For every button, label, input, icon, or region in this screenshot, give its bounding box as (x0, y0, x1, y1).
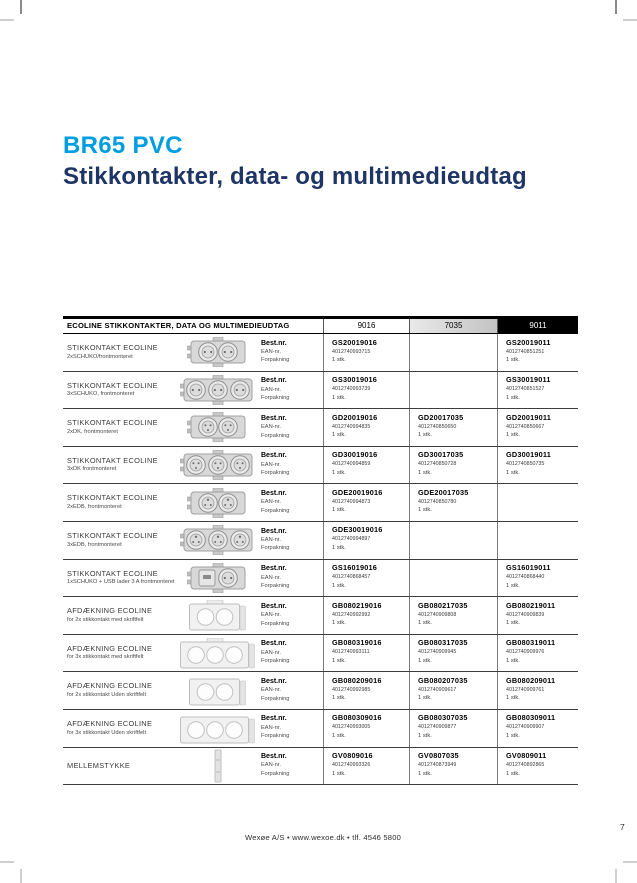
label-ean-nr: EAN-nr. (261, 499, 281, 506)
ean-number: 4012740993005 (332, 724, 371, 731)
label-packaging: Forpakning (261, 545, 290, 552)
ean-number: 4012740850667 (506, 423, 545, 430)
variant-cell-7035 (409, 597, 497, 634)
variant-cell-9016 (323, 635, 409, 672)
label-ean-nr: EAN-nr. (261, 461, 281, 468)
variant-cell-9016 (323, 560, 409, 597)
product-cell (63, 672, 323, 709)
title-block (63, 133, 527, 191)
ean-number: 4012740909808 (418, 611, 457, 618)
table-row (63, 334, 578, 372)
label-best-nr: Best.nr. (261, 677, 287, 685)
variant-cell-7035 (409, 672, 497, 709)
ean-number: 4012740851527 (506, 386, 545, 393)
label-packaging: Forpakning (261, 470, 290, 477)
packaging-unit: 1 stk. (418, 620, 432, 627)
ean-number: 4012740850780 (418, 498, 457, 505)
table-row (63, 522, 578, 560)
product-text (67, 382, 177, 398)
variant-cell-9016 (323, 447, 409, 484)
order-number: GDE30019016 (332, 525, 383, 535)
packaging-unit: 1 stk. (418, 695, 432, 702)
product-subtitle: for 2x stikkontakt med skriftfelt (67, 616, 144, 623)
product-image-cover-3-text (177, 638, 259, 669)
product-text (67, 419, 177, 435)
product-text (67, 720, 177, 736)
packaging-unit: 1 stk. (506, 469, 520, 476)
label-best-nr: Best.nr. (261, 452, 287, 460)
product-text (67, 532, 177, 548)
product-subtitle: for 3x stikkontakt med skriftfelt (67, 654, 144, 661)
order-number: GB080219011 (506, 600, 556, 610)
label-packaging: Forpakning (261, 658, 290, 665)
order-number: GV0807035 (418, 751, 459, 761)
variant-cell-7035 (409, 710, 497, 747)
packaging-unit: 1 stk. (332, 695, 346, 702)
page-title: BR65 PVC (63, 132, 183, 159)
row-field-labels (261, 603, 289, 628)
variant-cell-7035 (409, 447, 497, 484)
variant-cell-9016 (323, 672, 409, 709)
ean-number: 4012740909945 (418, 649, 457, 656)
order-number: GB080209016 (332, 675, 382, 685)
order-number: GD20019016 (332, 412, 378, 422)
ean-number: 4012740850735 (506, 461, 545, 468)
row-field-labels (261, 490, 289, 515)
packaging-unit: 1 stk. (506, 394, 520, 401)
product-subtitle: 2xEDB, frontmonteret (67, 504, 122, 510)
product-name: AFDÆKNING ECOLINE (67, 719, 153, 729)
packaging-unit: 1 stk. (418, 770, 432, 777)
product-name: AFDÆKNING ECOLINE (67, 681, 153, 691)
column-header-7035: 7035 (409, 319, 497, 333)
product-cell (63, 635, 323, 672)
ean-number: 4012740873949 (418, 762, 457, 769)
order-number: GDE20019016 (332, 487, 383, 497)
crop-mark-top-left-h (0, 19, 14, 21)
ean-number: 4012740909976 (506, 649, 545, 656)
order-number: GD20017035 (418, 412, 464, 422)
packaging-unit: 1 stk. (418, 657, 432, 664)
packaging-unit: 1 stk. (506, 432, 520, 439)
packaging-unit: 1 stk. (506, 732, 520, 739)
ean-number: 4012740909617 (418, 686, 457, 693)
ean-number: 4012740850728 (418, 461, 457, 468)
ean-number: 4012740994873 (332, 498, 371, 505)
label-packaging: Forpakning (261, 507, 290, 514)
order-number: GS20019011 (506, 337, 551, 347)
crop-mark-bottom-left-v (20, 869, 22, 883)
product-subtitle: 2xDK, frontmonteret (67, 428, 118, 435)
label-best-nr: Best.nr. (261, 715, 287, 723)
product-subtitle: 3xSCHUKO, frontmonteret (67, 391, 135, 398)
product-text (67, 762, 177, 771)
packaging-unit: 1 stk. (418, 507, 432, 514)
ean-number: 4012740851251 (506, 348, 545, 355)
order-number: GD30019011 (506, 450, 552, 460)
row-field-labels (261, 678, 289, 703)
column-header-9016: 9016 (323, 319, 409, 333)
order-number: GB080317035 (418, 638, 468, 648)
product-image-cover-2-text (177, 600, 259, 631)
product-cell (63, 484, 323, 521)
table-body (63, 334, 578, 785)
product-image-spacer (177, 749, 259, 783)
variant-cell-7035 (409, 560, 497, 597)
order-number: GV0809011 (506, 751, 547, 761)
product-cell (63, 334, 323, 371)
order-number: GS30019011 (506, 375, 551, 385)
ean-number: 4012740909839 (506, 611, 545, 618)
order-number: GD20019011 (506, 412, 552, 422)
product-cell (63, 522, 323, 559)
ean-number: 4012740992992 (332, 611, 371, 618)
product-text (67, 645, 177, 661)
variant-cell-9011 (497, 748, 578, 785)
variant-cell-7035 (409, 484, 497, 521)
variant-cell-9011 (497, 409, 578, 446)
packaging-unit: 1 stk. (506, 770, 520, 777)
row-field-labels (261, 377, 289, 402)
order-number: GB080209011 (506, 675, 556, 685)
table-row (63, 447, 578, 485)
packaging-unit: 1 stk. (332, 394, 346, 401)
order-number: GS16019016 (332, 563, 378, 573)
packaging-unit: 1 stk. (332, 620, 346, 627)
label-best-nr: Best.nr. (261, 377, 287, 385)
row-field-labels (261, 528, 289, 553)
packaging-unit: 1 stk. (506, 657, 520, 664)
variant-cell-9016 (323, 522, 409, 559)
table-row (63, 372, 578, 410)
label-best-nr: Best.nr. (261, 753, 287, 761)
order-number: GD30017035 (418, 450, 464, 460)
order-number: GB080309011 (506, 713, 556, 723)
table-row (63, 484, 578, 522)
variant-cell-9011 (497, 522, 578, 559)
table-row (63, 409, 578, 447)
label-ean-nr: EAN-nr. (261, 348, 281, 355)
page-subtitle: Stikkontakter, data- og multimedieudtag (63, 163, 527, 191)
label-best-nr: Best.nr. (261, 414, 287, 422)
footer-contact: Wexøe A/S • www.wexoe.dk • tlf. 4546 5800 (245, 833, 402, 842)
product-image-socket-2-schuko (177, 337, 259, 367)
product-subtitle: for 3x stikkontakt Uden skriftfelt (67, 729, 147, 736)
label-ean-nr: EAN-nr. (261, 536, 281, 543)
product-cell (63, 710, 323, 747)
table-row (63, 635, 578, 673)
ean-number: 4012740993326 (332, 762, 371, 769)
product-image-socket-3-schuko (177, 375, 259, 405)
product-name: STIKKONTAKT ECOLINE (67, 418, 158, 428)
row-field-labels (261, 565, 289, 590)
ean-number: 4012740994859 (332, 461, 371, 468)
label-ean-nr: EAN-nr. (261, 762, 281, 769)
label-best-nr: Best.nr. (261, 602, 287, 610)
packaging-unit: 1 stk. (418, 432, 432, 439)
packaging-unit: 1 stk. (506, 620, 520, 627)
order-number: GB080309016 (332, 713, 382, 723)
variant-cell-7035 (409, 748, 497, 785)
product-image-socket-2-edb (177, 488, 259, 518)
packaging-unit: 1 stk. (418, 732, 432, 739)
label-best-nr: Best.nr. (261, 339, 287, 347)
ean-number: 4012740993739 (332, 386, 371, 393)
table-header-row (63, 319, 578, 334)
product-name: MELLEMSTYKKE (67, 760, 131, 770)
label-ean-nr: EAN-nr. (261, 424, 281, 431)
order-number: GS16019011 (506, 563, 551, 573)
variant-cell-9016 (323, 409, 409, 446)
order-number: GB080307035 (418, 713, 468, 723)
table-header-title: ECOLINE STIKKONTAKTER, DATA OG MULTIMEDIEUDTAG (67, 321, 290, 330)
order-number: GD30019016 (332, 450, 378, 460)
product-name: STIKKONTAKT ECOLINE (67, 343, 158, 353)
product-cell (63, 748, 323, 785)
product-text (67, 570, 177, 586)
label-best-nr: Best.nr. (261, 489, 287, 497)
product-subtitle: 1xSCHUKO + USB lader 3 A frontmonteret (67, 579, 175, 586)
order-number: GS20019016 (332, 337, 378, 347)
product-cell (63, 560, 323, 597)
crop-mark-top-right-v (615, 0, 617, 14)
variant-cell-9016 (323, 372, 409, 409)
product-image-socket-3-edb (177, 525, 259, 555)
packaging-unit: 1 stk. (506, 695, 520, 702)
crop-mark-top-right-h (623, 19, 637, 21)
ean-number: 4012740909877 (418, 724, 457, 731)
label-packaging: Forpakning (261, 357, 290, 364)
packaging-unit: 1 stk. (332, 732, 346, 739)
packaging-unit: 1 stk. (332, 544, 346, 551)
variant-cell-9011 (497, 635, 578, 672)
product-name: STIKKONTAKT ECOLINE (67, 455, 158, 465)
product-image-socket-2-dk (177, 412, 259, 442)
label-best-nr: Best.nr. (261, 527, 287, 535)
product-name: STIKKONTAKT ECOLINE (67, 531, 158, 541)
label-packaging: Forpakning (261, 432, 290, 439)
label-ean-nr: EAN-nr. (261, 612, 281, 619)
product-image-cover-3 (177, 713, 259, 744)
label-packaging: Forpakning (261, 583, 290, 590)
variant-cell-7035 (409, 522, 497, 559)
variant-cell-9011 (497, 597, 578, 634)
row-field-labels (261, 452, 289, 477)
product-text (67, 607, 177, 623)
crop-mark-top-left-v (20, 0, 22, 14)
crop-mark-bottom-right-h (623, 861, 637, 863)
variant-cell-9016 (323, 334, 409, 371)
label-packaging: Forpakning (261, 620, 290, 627)
packaging-unit: 1 stk. (332, 770, 346, 777)
product-subtitle: 3xDK frontmonteret (67, 466, 117, 473)
order-number: GB080207035 (418, 675, 468, 685)
variant-cell-7035 (409, 409, 497, 446)
table-row (63, 672, 578, 710)
ean-number: 4012740868457 (332, 574, 371, 581)
product-cell (63, 372, 323, 409)
label-ean-nr: EAN-nr. (261, 574, 281, 581)
packaging-unit: 1 stk. (506, 357, 520, 363)
product-cell (63, 447, 323, 484)
label-ean-nr: EAN-nr. (261, 386, 281, 393)
variant-cell-7035 (409, 372, 497, 409)
product-name: STIKKONTAKT ECOLINE (67, 380, 158, 390)
variant-cell-9016 (323, 484, 409, 521)
label-packaging: Forpakning (261, 771, 290, 778)
product-image-cover-2 (177, 675, 259, 706)
packaging-unit: 1 stk. (418, 469, 432, 476)
label-packaging: Forpakning (261, 395, 290, 402)
label-packaging: Forpakning (261, 695, 290, 702)
row-field-labels (261, 753, 289, 778)
product-name: STIKKONTAKT ECOLINE (67, 568, 158, 578)
product-image-socket-3-dk (177, 450, 259, 480)
product-subtitle: 3xEDB, frontmonteret (67, 541, 122, 548)
product-name: AFDÆKNING ECOLINE (67, 606, 153, 616)
product-image-socket-usb-schuko (177, 563, 259, 593)
order-number: GV0809016 (332, 751, 373, 761)
order-number: GB080319011 (506, 638, 556, 648)
variant-cell-9011 (497, 672, 578, 709)
column-header-9011: 9011 (497, 319, 578, 333)
product-cell (63, 597, 323, 634)
order-number: GB080319016 (332, 638, 382, 648)
page-number: 7 (620, 822, 625, 832)
label-ean-nr: EAN-nr. (261, 724, 281, 731)
product-cell (63, 409, 323, 446)
packaging-unit: 1 stk. (332, 507, 346, 514)
variant-cell-9016 (323, 748, 409, 785)
product-subtitle: for 2x stikkontakt Uden skriftfelt (67, 691, 147, 698)
variant-cell-9011 (497, 372, 578, 409)
packaging-unit: 1 stk. (506, 582, 520, 589)
label-ean-nr: EAN-nr. (261, 649, 281, 656)
ean-number: 4012740909761 (506, 686, 545, 693)
label-packaging: Forpakning (261, 733, 290, 740)
variant-cell-9016 (323, 710, 409, 747)
row-field-labels (261, 415, 289, 440)
product-text (67, 344, 177, 360)
order-number: GDE20017035 (418, 487, 469, 497)
variant-cell-7035 (409, 334, 497, 371)
variant-cell-9011 (497, 484, 578, 521)
ean-number: 4012740992985 (332, 686, 371, 693)
table-row (63, 710, 578, 748)
ean-number: 4012740868440 (506, 574, 545, 581)
product-text (67, 457, 177, 473)
product-name: STIKKONTAKT ECOLINE (67, 493, 158, 503)
order-number: GS30019016 (332, 375, 378, 385)
ean-number: 4012740993111 (332, 649, 370, 656)
ean-number: 4012740994897 (332, 536, 371, 543)
row-field-labels (261, 640, 289, 665)
variant-cell-9016 (323, 597, 409, 634)
variant-cell-9011 (497, 710, 578, 747)
ean-number: 4012740909907 (506, 724, 545, 731)
ean-number: 4012740850650 (418, 423, 457, 430)
product-table (63, 316, 578, 785)
row-field-labels (261, 715, 289, 740)
product-text (67, 494, 177, 510)
packaging-unit: 1 stk. (332, 432, 346, 439)
order-number: GB080219016 (332, 600, 382, 610)
ean-number: 4012740994835 (332, 423, 371, 430)
packaging-unit: 1 stk. (332, 469, 346, 476)
packaging-unit: 1 stk. (332, 582, 346, 589)
crop-mark-bottom-left-h (0, 861, 14, 863)
packaging-unit: 1 stk. (332, 657, 346, 664)
table-row (63, 560, 578, 598)
ean-number: 4012740993715 (332, 348, 371, 355)
label-best-nr: Best.nr. (261, 565, 287, 573)
product-text (67, 682, 177, 698)
order-number: GB080217035 (418, 600, 468, 610)
label-best-nr: Best.nr. (261, 640, 287, 648)
ean-number: 4012740892865 (506, 762, 545, 769)
packaging-unit: 1 stk. (332, 357, 346, 363)
table-row (63, 748, 578, 786)
product-subtitle: 2xSCHUKO/frontmonteret (67, 353, 133, 360)
product-name: AFDÆKNING ECOLINE (67, 643, 153, 653)
variant-cell-9011 (497, 560, 578, 597)
row-field-labels (261, 340, 289, 365)
variant-cell-9011 (497, 334, 578, 371)
table-row (63, 597, 578, 635)
variant-cell-7035 (409, 635, 497, 672)
crop-mark-bottom-right-v (615, 869, 617, 883)
variant-cell-9011 (497, 447, 578, 484)
label-ean-nr: EAN-nr. (261, 687, 281, 694)
